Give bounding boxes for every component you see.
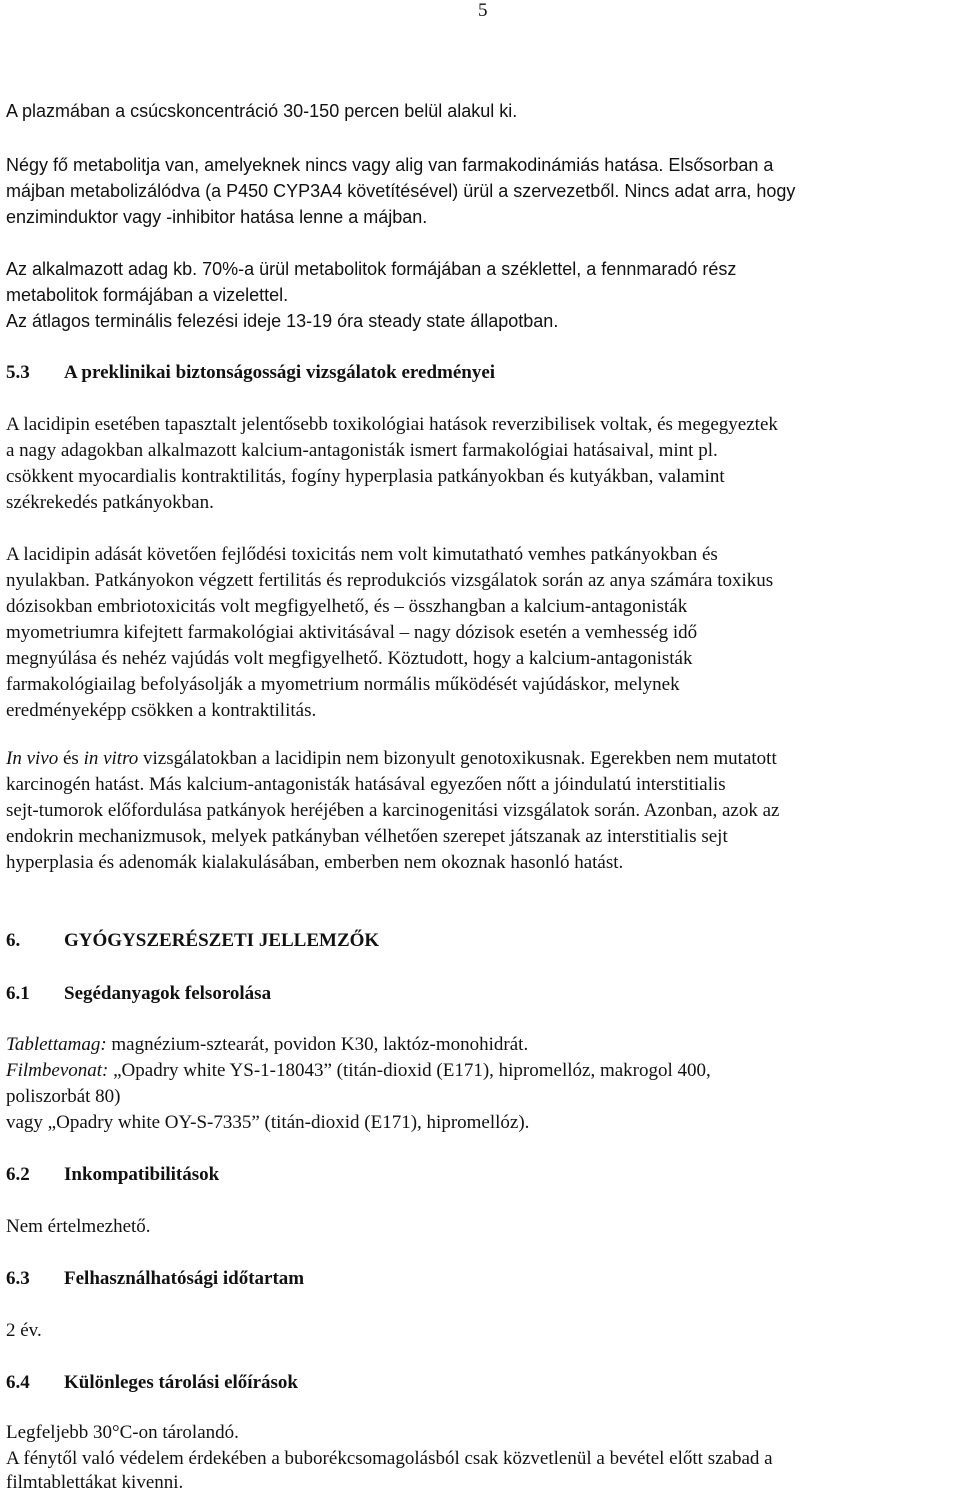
preclinical-para1-line-1: A lacidipin esetében tapasztalt jelentősebb toxikológiai hatások reverzibilisek voltak, és megegyeztek: [6, 414, 778, 435]
section-title: Segédanyagok felsorolása: [64, 983, 272, 1004]
preclinical-para2-line-2: nyulakban. Patkányokon végzett fertilitás és reprodukciós vizsgálatok során az anya számára toxikus: [6, 570, 774, 591]
film-coating-text: „Opadry white YS-1-18043” (titán-dioxid (E171), hipromellóz, makrogol 400,: [108, 1060, 711, 1081]
shelf-life-text: 2 év.: [6, 1320, 42, 1341]
section-title: Felhasználhatósági időtartam: [64, 1268, 305, 1289]
tablet-core-text: magnézium-sztearát, povidon K30, laktóz-monohidrát.: [106, 1034, 529, 1055]
section-number: 6.2: [6, 1164, 30, 1185]
preclinical-para2-line-3: dózisokban embriotoxicitás volt megfigyelhető, és – összhangban a kalcium-antagonisták: [6, 596, 688, 617]
film-coating-label: Filmbevonat:: [6, 1060, 109, 1081]
storage-line-3: filmtablettákat kivenni.: [6, 1472, 184, 1493]
section-number: 5.3: [6, 362, 30, 383]
storage-line-2: A fénytől való védelem érdekében a buborékcsomagolásból csak közvetlenül a bevétel előtt szabad a: [6, 1448, 773, 1469]
film-coating-line: [6, 1058, 958, 1084]
incompatibilities-text: Nem értelmezhető.: [6, 1216, 151, 1237]
preclinical-para3-line-3: sejt-tumorok előfordulása patkányok heréjében a karcinogenitási vizsgálatok során. Azonban, azok az: [6, 800, 780, 821]
preclinical-para1-line-4: székrekedés patkányokban.: [6, 492, 214, 513]
absorption-text: A plazmában a csúcskoncentráció 30-150 percen belül alakul ki.: [6, 101, 518, 121]
elimination-line-1: Az alkalmazott adag kb. 70%-a ürül metabolitok formájában a széklettel, a fennmaradó rész: [6, 259, 737, 279]
preclinical-para2-line-1: A lacidipin adását követően fejlődési toxicitás nem volt kimutatható vemhes patkányokban és: [6, 544, 718, 565]
metabolism-line-1: Négy fő metabolitja van, amelyeknek nincs vagy alig van farmakodinámiás hatása. Elsősorban a: [6, 155, 774, 175]
film-coating-line-3: vagy „Opadry white OY-S-7335” (titán-dioxid (E171), hipromellóz).: [6, 1112, 530, 1133]
in-vitro-term: in vitro: [83, 748, 139, 769]
section-6-heading: [6, 928, 379, 954]
metabolism-line-2: májban metabolizálódva (a P450 CYP3A4 követítésével) ürül a szervezetből. Nincs adat arra, hogy: [6, 181, 796, 201]
preclinical-para1-line-3: csökkent myocardialis kontraktilitás, fogíny hyperplasia patkányokban és kutyákban, valamint: [6, 466, 725, 487]
preclinical-para3-line-1: [6, 746, 958, 772]
section-6-1-heading: [6, 981, 271, 1007]
section-6-2-heading: [6, 1162, 219, 1188]
preclinical-para2-line-5: megnyúlása és nehéz vajúdás volt megfigyelhető. Köztudott, hogy a kalcium-antagonisták: [6, 648, 693, 669]
section-number: 6.: [6, 930, 21, 951]
preclinical-para2-line-7: eredményeképp csökken a kontraktilitás.: [6, 700, 317, 721]
section-title: Különleges tárolási előírások: [64, 1372, 298, 1393]
preclinical-para3-line-4: endokrin mechanizmusok, melyek patkányban vélhetően szerepet játszanak az interstitialis sejt: [6, 826, 728, 847]
elimination-line-3: Az átlagos terminális felezési ideje 13-19 óra steady state állapotban.: [6, 311, 559, 331]
preclinical-para3-line-2: karcinogén hatást. Más kalcium-antagonisták hatásával egyezően nőtt a jóindulatú interstitialis: [6, 774, 726, 795]
section-number: 6.3: [6, 1268, 30, 1289]
film-coating-line-2: poliszorbát 80): [6, 1086, 121, 1107]
preclinical-para3-line-5: hyperplasia és adenomák kialakulásában, emberben nem okoznak hasonló hatást.: [6, 852, 624, 873]
section-title: Inkompatibilitások: [64, 1164, 220, 1185]
tablet-core-line: [6, 1032, 958, 1058]
line-rest: vizsgálatokban a lacidipin nem bizonyult genotoxikusnak. Egerekben nem mutatott: [138, 748, 777, 769]
in-vivo-term: In vivo: [6, 748, 59, 769]
storage-line-1: Legfeljebb 30°C-on tárolandó.: [6, 1422, 239, 1443]
preclinical-para1-line-2: a nagy adagokban alkalmazott kalcium-antagonisták ismert farmakológiai hatásaival, mint pl.: [6, 440, 718, 461]
section-6-4-heading: [6, 1370, 298, 1396]
section-title: A preklinikai biztonságossági vizsgálatok eredményei: [64, 362, 496, 383]
section-title: GYÓGYSZERÉSZETI JELLEMZŐK: [64, 930, 380, 951]
section-number: 6.4: [6, 1372, 30, 1393]
metabolism-line-3: enziminduktor vagy -inhibitor hatása lenne a májban.: [6, 207, 428, 227]
elimination-line-2: metabolitok formájában a vizelettel.: [6, 285, 289, 305]
section-6-3-heading: [6, 1266, 304, 1292]
tablet-core-label: Tablettamag:: [6, 1034, 107, 1055]
page-number: 5: [478, 0, 488, 21]
conjunction: és: [58, 748, 84, 769]
section-number: 6.1: [6, 983, 30, 1004]
preclinical-para2-line-6: farmakológiailag befolyásolják a myometrium normális működését vajúdáskor, melynek: [6, 674, 680, 695]
preclinical-para2-line-4: myometriumra kifejtett farmakológiai aktivitásával – nagy dózisok esetén a vemhesség idő: [6, 622, 698, 643]
section-5-3-heading: [6, 360, 495, 386]
